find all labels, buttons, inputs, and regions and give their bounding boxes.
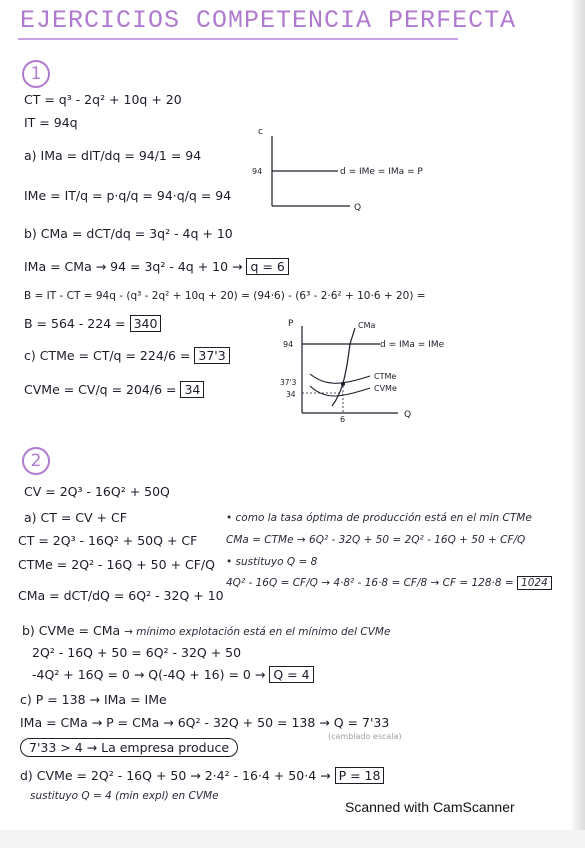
ex2-ctme: CTMe = 2Q² - 16Q + 50 + CF/Q bbox=[18, 557, 215, 572]
ex2-b-2 bbox=[32, 667, 314, 682]
ex2-c-head: c) P = 138 → IMa = IMe bbox=[20, 692, 167, 707]
graph2-cma-curve bbox=[332, 328, 355, 406]
graph2-cvme-label: CVMe bbox=[374, 384, 397, 393]
ex1-cvme-text: CVMe = CV/q = 204/6 = bbox=[24, 382, 177, 397]
ex2-note-4 bbox=[226, 577, 552, 589]
ex1-it: IT = 94q bbox=[24, 115, 78, 130]
ex2-b-note: → mínimo explotación está en el mínimo del CVMe bbox=[124, 626, 391, 638]
ex1-cvme bbox=[24, 382, 204, 397]
ex2-ct: CT = 2Q³ - 16Q² + 50Q + CF bbox=[18, 533, 198, 548]
ex1-c bbox=[24, 348, 230, 363]
graph1-line-label: d = IMe = IMa = P bbox=[340, 167, 423, 177]
ex2-b-result: Q = 4 bbox=[269, 666, 313, 683]
ex2-b-head bbox=[22, 623, 390, 638]
graph2-tick-6: 6 bbox=[340, 415, 346, 424]
ex1-b-calc bbox=[24, 316, 161, 331]
title-underline bbox=[18, 38, 458, 40]
ex2-c-2 bbox=[20, 740, 238, 755]
ex2-c-2b-text: → La empresa produce bbox=[86, 740, 230, 755]
graph2-min-ctme-point bbox=[341, 382, 345, 386]
ex1-a: a) IMa = dIT/dq = 94/1 = 94 bbox=[24, 148, 202, 163]
ex1-ime: IMe = IT/q = p·q/q = 94·q/q = 94 bbox=[24, 188, 232, 203]
graph2-top-label: CMa bbox=[358, 321, 376, 330]
graph2-ctme-curve bbox=[310, 374, 370, 383]
graph2-x-label: Q bbox=[404, 410, 412, 420]
ex2-d-1 bbox=[20, 768, 384, 783]
graph2-tick-373: 37'3 bbox=[280, 378, 297, 387]
ex1-q-result: q = 6 bbox=[246, 258, 288, 275]
camscanner-footer: Scanned with CamScanner bbox=[345, 799, 515, 815]
page-edge-shadow bbox=[570, 0, 585, 830]
graph2-ctme-label: CTMe bbox=[374, 372, 397, 381]
graph1-x-label: Q bbox=[354, 203, 362, 213]
graph2-y-label: P bbox=[288, 319, 294, 329]
graph1-tick: 94 bbox=[252, 167, 263, 176]
page-title: EJERCICIOS COMPETENCIA PERFECTA bbox=[20, 6, 517, 35]
ex1-cvme-result: 34 bbox=[180, 381, 204, 398]
ex1-ima-cma bbox=[24, 259, 289, 274]
ex2-c-2-text: 7'33 > 4 bbox=[29, 740, 83, 755]
ex1-ct: CT = q³ - 2q² + 10q + 20 bbox=[24, 92, 182, 107]
ex1-b-calc-text: B = 564 - 224 = bbox=[24, 316, 126, 331]
ex2-d-1-text: d) CVMe = 2Q² - 16Q + 50 → 2·4² - 16·4 + 50·4 → bbox=[20, 768, 331, 783]
ex2-b-1: 2Q² - 16Q + 50 = 6Q² - 32Q + 50 bbox=[32, 645, 242, 660]
ex2-note-4-text: 4Q² - 16Q = CF/Q → 4·8² - 16·8 = CF/8 → CF = 128·8 = bbox=[226, 577, 514, 589]
graph2-tick-94: 94 bbox=[283, 340, 294, 349]
ex2-note-3: • sustituyo Q = 8 bbox=[226, 556, 318, 568]
ex2-note-2: CMa = CTMe → 6Q² - 32Q + 50 = 2Q² - 16Q + 50 + CF/Q bbox=[226, 534, 526, 546]
ex2-b-head-text: b) CVMe = CMa bbox=[22, 623, 121, 638]
ex2-d-2: sustituyo Q = 4 (min expl) en CVMe bbox=[30, 790, 219, 802]
ex2-cf-result: 1024 bbox=[517, 576, 552, 590]
ex2-cv: CV = 2Q³ - 16Q² + 50Q bbox=[24, 484, 170, 499]
graph2-d-label: d = IMa = IMe bbox=[380, 340, 445, 350]
exercise-2-number: 2 bbox=[22, 447, 50, 475]
ex1-ima-cma-text: IMa = CMa → 94 = 3q² - 4q + 10 → bbox=[24, 259, 243, 274]
graph1-y-label: c bbox=[258, 127, 263, 137]
ex2-c-note: (cambiado escala) bbox=[328, 732, 402, 741]
graph2-tick-34: 34 bbox=[286, 390, 296, 399]
ex2-c-1: IMa = CMa → P = CMa → 6Q² - 32Q + 50 = 138 → Q = 7'33 bbox=[20, 715, 390, 730]
ex2-note-1: • como la tasa óptima de producción está en el min CTMe bbox=[226, 512, 532, 524]
exercise-1-number: 1 bbox=[22, 60, 50, 88]
ex1-b-definition: B = IT - CT = 94q - (q³ - 2q² + 10q + 20) = (94·6) - (6³ - 2·6² + 10·6 + 20) = bbox=[24, 290, 426, 302]
ex1-b-result: 340 bbox=[130, 315, 162, 332]
graph-2-cost-curves bbox=[280, 318, 480, 423]
ex1-c-text: c) CTMe = CT/q = 224/6 = bbox=[24, 348, 191, 363]
ex1-b: b) CMa = dCT/dq = 3q² - 4q + 10 bbox=[24, 226, 233, 241]
ex2-cma: CMa = dCT/dQ = 6Q² - 32Q + 10 bbox=[18, 588, 224, 603]
ex2-b-2-text: -4Q² + 16Q = 0 → Q(-4Q + 16) = 0 → bbox=[32, 667, 266, 682]
graph-1-demand bbox=[250, 128, 450, 218]
ex2-c-2-oval bbox=[20, 738, 238, 757]
ex1-c-result: 37'3 bbox=[194, 347, 229, 364]
ex2-a-head: a) CT = CV + CF bbox=[24, 510, 127, 525]
ex2-d-result: P = 18 bbox=[335, 767, 385, 784]
